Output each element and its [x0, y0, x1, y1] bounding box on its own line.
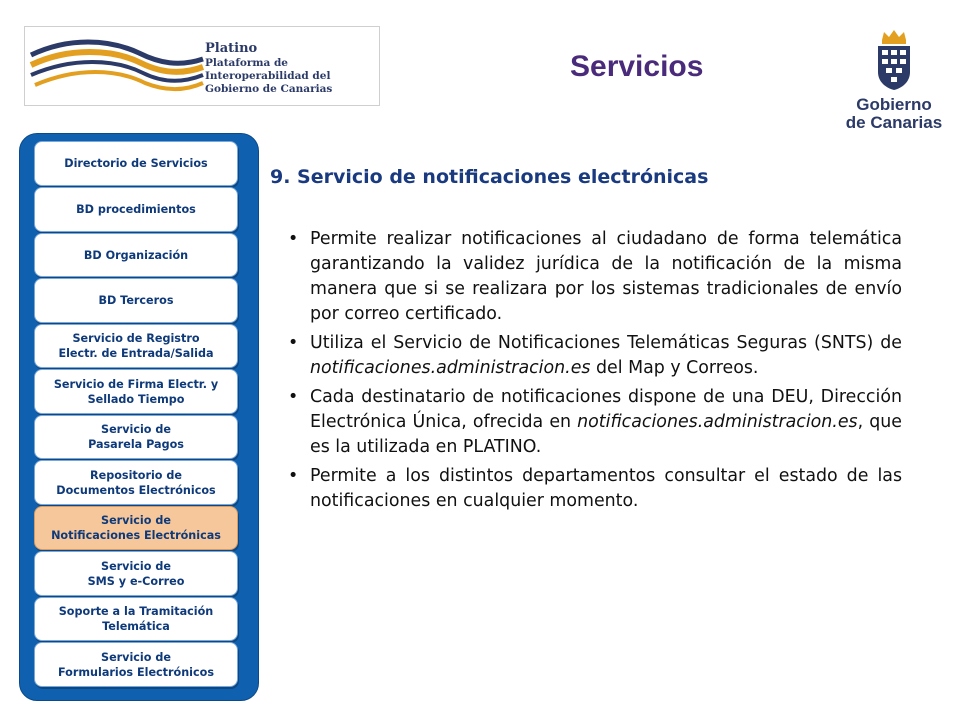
- gobierno-canarias-text: [842, 96, 946, 132]
- sidebar-item-formularios[interactable]: [34, 642, 238, 687]
- list-item: [284, 464, 902, 514]
- sidebar-item-label: Servicio de Firma Electr. y Sellado Tiempo: [53, 377, 219, 406]
- sidebar-item-label: Servicio de Notificaciones Electrónicas: [51, 514, 221, 542]
- domain-reference: notificaciones.administracion.es: [310, 358, 591, 378]
- sidebar-item-sms-correo[interactable]: [34, 551, 238, 596]
- sidebar-item-bd-terceros[interactable]: [34, 278, 238, 323]
- list-item: [284, 331, 902, 381]
- sidebar-item-label: BD Terceros: [98, 294, 174, 307]
- platino-brand: Platino: [205, 41, 258, 56]
- sidebar-item-firma[interactable]: [34, 369, 238, 414]
- platino-line2: Gobierno de Canarias: [205, 83, 333, 95]
- section-heading: 9. Servicio de notificaciones electrónicas: [270, 166, 709, 188]
- sidebar-item-label: Repositorio de Documentos Electrónicos: [56, 468, 216, 497]
- gov-line1: Gobierno: [856, 95, 932, 114]
- platino-logo: [24, 26, 380, 106]
- sidebar-item-label: BD Organización: [83, 248, 189, 262]
- sidebar-item-label: BD procedimientos: [76, 203, 196, 216]
- bullet-icon: •: [288, 387, 299, 407]
- bullet-icon: •: [288, 229, 299, 249]
- sidebar-item-label: Servicio de Formularios Electrónicos: [57, 650, 214, 679]
- bullet-icon: •: [288, 466, 299, 486]
- sidebar-item-tramitacion[interactable]: [34, 597, 238, 641]
- bullet-text: Permite a los distintos departamentos consultar el estado de las notificaciones en cualquier momento.: [310, 466, 902, 511]
- sidebar-item-label: Servicio de Registro Electr. de Entrada/Salida: [58, 332, 214, 360]
- bullet-icon: •: [288, 333, 299, 353]
- sidebar-item-bd-organizacion[interactable]: [34, 233, 238, 277]
- sidebar-item-label: Servicio de SMS y e-Correo: [87, 559, 185, 588]
- sidebar-item-bd-procedimientos[interactable]: [34, 187, 238, 232]
- sidebar-item-repositorio[interactable]: [34, 460, 238, 505]
- platino-logo-text: [205, 41, 379, 96]
- sidebar-item-pasarela-pagos[interactable]: [34, 415, 238, 459]
- sidebar-item-label: Servicio de Pasarela Pagos: [88, 423, 184, 451]
- coat-of-arms-icon: [874, 28, 914, 92]
- sidebar-item-label: Directorio de Servicios: [64, 157, 208, 170]
- platino-swoosh-icon: [29, 33, 205, 101]
- page-title: Servicios: [570, 50, 704, 83]
- sidebar-item-directorio[interactable]: [34, 141, 238, 186]
- list-item: [284, 227, 902, 327]
- domain-reference: notificaciones.administracion.es: [577, 412, 858, 432]
- sidebar-item-label: Soporte a la Tramitación Telemática: [58, 605, 214, 633]
- gobierno-canarias-logo: [842, 28, 946, 138]
- bullet-text: Permite realizar notificaciones al ciudadano de forma telemática garantizando la validez jurídica de la notificación de la misma manera que si se realizara por los sistemas tradicionales de envío por correo certificado.: [310, 229, 902, 324]
- bullet-text: Utiliza el Servicio de Notificaciones Telemáticas Seguras (SNTS) de notificaciones.administracion.es del Map y Correos.: [310, 333, 902, 378]
- sidebar-item-notificaciones[interactable]: [34, 506, 238, 550]
- gov-line2: de Canarias: [845, 113, 943, 132]
- platino-line1: Plataforma de Interoperabilidad del: [205, 57, 331, 82]
- sidebar-item-registro[interactable]: [34, 324, 238, 368]
- bullet-text: Cada destinatario de notificaciones dispone de una DEU, Dirección Electrónica Única, ofrecida en notificaciones.administracion.es, que es la utilizada en PLATINO.: [310, 387, 902, 457]
- bullet-list: [284, 227, 902, 518]
- list-item: [284, 385, 902, 460]
